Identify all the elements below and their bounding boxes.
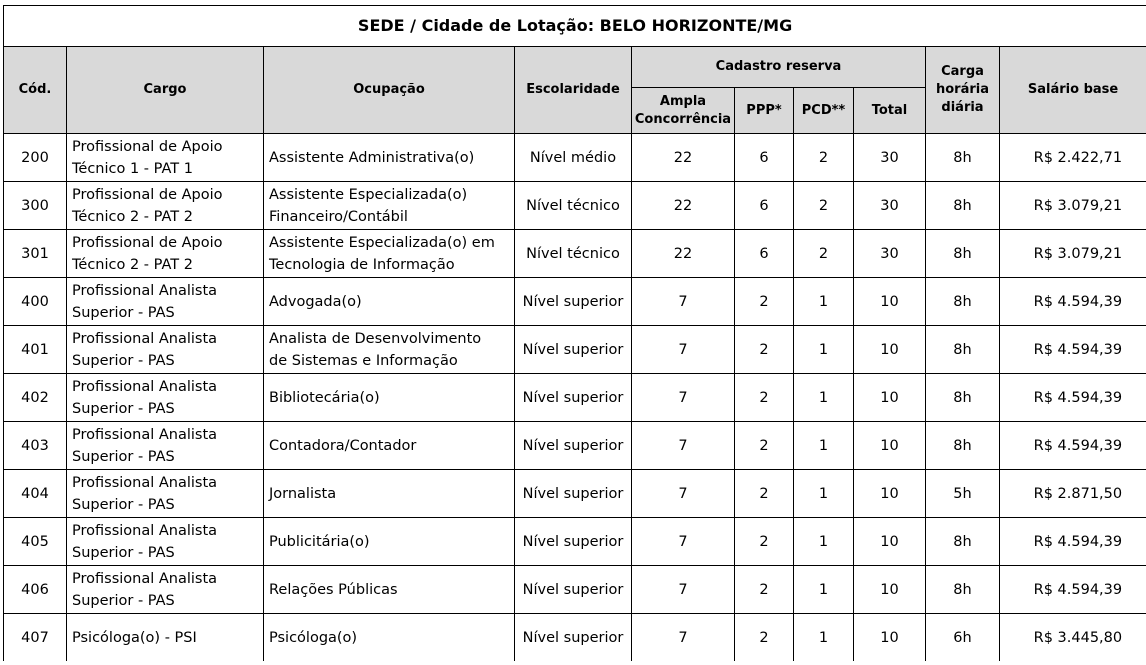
cell-ocupacao [264, 470, 515, 518]
table-row [4, 566, 1146, 614]
cell-ocupacao [264, 134, 515, 182]
cell-carga: 6h [926, 614, 1000, 662]
cell-ocupacao-line1: Bibliotecária(o) [269, 389, 380, 406]
cell-total: 30 [854, 230, 926, 278]
cell-salario: R$ 4.594,39 [1000, 374, 1146, 422]
cell-ocupacao-line2: de Sistemas e Informação [269, 352, 458, 369]
cell-cod: 401 [4, 326, 67, 374]
cell-pcd: 2 [794, 134, 854, 182]
header-pcd: PCD** [794, 88, 854, 134]
cell-pcd: 1 [794, 278, 854, 326]
cell-carga: 8h [926, 182, 1000, 230]
cell-cargo-line2: Superior - PAS [72, 592, 175, 609]
cell-ampla: 7 [632, 566, 735, 614]
cell-ppp: 6 [735, 182, 794, 230]
cell-ocupacao-line1: Advogada(o) [269, 293, 362, 310]
cell-cargo [67, 230, 264, 278]
cell-ocupacao [264, 374, 515, 422]
cell-cargo-line2: Superior - PAS [72, 496, 175, 513]
cell-cargo [67, 518, 264, 566]
cell-ppp: 2 [735, 326, 794, 374]
cell-cargo-line1: Profissional Analista [72, 570, 218, 587]
cell-ampla: 22 [632, 182, 735, 230]
cell-total: 10 [854, 614, 926, 662]
cell-cargo [67, 566, 264, 614]
table-row [4, 182, 1146, 230]
cell-ppp: 6 [735, 134, 794, 182]
cell-ppp: 2 [735, 518, 794, 566]
cell-cargo [67, 182, 264, 230]
cell-total: 30 [854, 134, 926, 182]
cell-cargo-line2: Superior - PAS [72, 448, 175, 465]
cell-cargo-line1: Profissional de Apoio [72, 186, 223, 203]
cell-total: 10 [854, 422, 926, 470]
cell-escolaridade: Nível superior [515, 374, 632, 422]
cell-ocupacao-line1: Psicóloga(o) [269, 629, 358, 646]
cell-salario: R$ 3.079,21 [1000, 230, 1146, 278]
cell-escolaridade: Nível superior [515, 422, 632, 470]
cell-ampla: 7 [632, 326, 735, 374]
header-total: Total [854, 88, 926, 134]
cell-ocupacao-line1: Assistente Especializada(o) em [269, 234, 495, 251]
cell-carga: 8h [926, 518, 1000, 566]
cell-cargo-line2: Técnico 2 - PAT 2 [72, 208, 193, 225]
cell-ocupacao [264, 518, 515, 566]
header-salario: Salário base [1000, 47, 1146, 134]
cell-pcd: 2 [794, 182, 854, 230]
cell-escolaridade: Nível médio [515, 134, 632, 182]
cell-pcd: 1 [794, 614, 854, 662]
header-ampla [632, 88, 735, 134]
cell-ocupacao-line1: Jornalista [269, 485, 337, 502]
header-ampla-line1: Ampla [659, 93, 707, 109]
cell-salario: R$ 4.594,39 [1000, 518, 1146, 566]
cell-ampla: 7 [632, 614, 735, 662]
cell-carga: 8h [926, 278, 1000, 326]
cell-total: 10 [854, 518, 926, 566]
cell-cod: 407 [4, 614, 67, 662]
cell-carga: 8h [926, 422, 1000, 470]
header-carga-horaria [926, 47, 1000, 134]
cell-escolaridade: Nível superior [515, 518, 632, 566]
table-row [4, 230, 1146, 278]
cell-carga: 8h [926, 230, 1000, 278]
cell-cargo-line1: Psicóloga(o) - PSI [72, 629, 197, 646]
cell-ocupacao [264, 182, 515, 230]
cell-ocupacao [264, 422, 515, 470]
cell-salario: R$ 2.871,50 [1000, 470, 1146, 518]
cell-ocupacao-line1: Analista de Desenvolvimento [269, 330, 482, 347]
cell-ocupacao [264, 566, 515, 614]
cell-total: 10 [854, 566, 926, 614]
cell-ocupacao-line1: Assistente Administrativa(o) [269, 149, 475, 166]
vacancy-table [3, 5, 1146, 661]
cell-ppp: 6 [735, 230, 794, 278]
cell-escolaridade: Nível superior [515, 614, 632, 662]
cell-ocupacao [264, 230, 515, 278]
cell-ocupacao-line2: Tecnologia de Informação [269, 256, 455, 273]
cell-total: 30 [854, 182, 926, 230]
cell-carga: 8h [926, 326, 1000, 374]
cell-escolaridade: Nível técnico [515, 182, 632, 230]
cell-ampla: 22 [632, 230, 735, 278]
cell-carga: 8h [926, 566, 1000, 614]
table-title: SEDE / Cidade de Lotação: BELO HORIZONTE/MG [4, 6, 1146, 47]
cell-escolaridade: Nível superior [515, 278, 632, 326]
cell-ocupacao-line1: Assistente Especializada(o) [269, 186, 468, 203]
header-cadastro-reserva: Cadastro reserva [632, 47, 926, 88]
table-row [4, 470, 1146, 518]
cell-ocupacao [264, 614, 515, 662]
header-carga-line2: horária [935, 82, 989, 97]
cell-cargo-line1: Profissional Analista [72, 330, 218, 347]
cell-ampla: 7 [632, 278, 735, 326]
cell-cargo [67, 326, 264, 374]
table-row [4, 374, 1146, 422]
cell-cod: 402 [4, 374, 67, 422]
header-ampla-line2: Concorrência [634, 111, 732, 127]
cell-ocupacao-line2: Financeiro/Contábil [269, 208, 408, 225]
header-carga-line1: Carga [941, 64, 984, 79]
table-row [4, 518, 1146, 566]
table-row [4, 326, 1146, 374]
cell-cod: 300 [4, 182, 67, 230]
cell-cod: 404 [4, 470, 67, 518]
header-cargo: Cargo [67, 47, 264, 134]
cell-cod: 200 [4, 134, 67, 182]
cell-cargo-line2: Técnico 1 - PAT 1 [72, 160, 193, 177]
cell-cod: 400 [4, 278, 67, 326]
cell-carga: 8h [926, 134, 1000, 182]
cell-cargo-line1: Profissional de Apoio [72, 138, 223, 155]
cell-pcd: 1 [794, 422, 854, 470]
cell-ppp: 2 [735, 614, 794, 662]
cell-pcd: 1 [794, 518, 854, 566]
cell-salario: R$ 4.594,39 [1000, 278, 1146, 326]
cell-ppp: 2 [735, 278, 794, 326]
cell-cargo [67, 470, 264, 518]
cell-pcd: 1 [794, 470, 854, 518]
cell-escolaridade: Nível superior [515, 470, 632, 518]
cell-cod: 405 [4, 518, 67, 566]
cell-salario: R$ 4.594,39 [1000, 422, 1146, 470]
cell-ppp: 2 [735, 422, 794, 470]
cell-cargo-line2: Técnico 2 - PAT 2 [72, 256, 193, 273]
header-cod: Cód. [4, 47, 67, 134]
cell-escolaridade: Nível técnico [515, 230, 632, 278]
cell-pcd: 1 [794, 374, 854, 422]
cell-carga: 5h [926, 470, 1000, 518]
cell-ampla: 22 [632, 134, 735, 182]
cell-cargo-line1: Profissional Analista [72, 522, 218, 539]
cell-pcd: 1 [794, 566, 854, 614]
cell-salario: R$ 4.594,39 [1000, 566, 1146, 614]
table-body [4, 134, 1146, 662]
cell-cargo [67, 134, 264, 182]
cell-ppp: 2 [735, 566, 794, 614]
cell-total: 10 [854, 278, 926, 326]
cell-cargo-line1: Profissional Analista [72, 474, 218, 491]
cell-pcd: 2 [794, 230, 854, 278]
header-carga-line3: diária [941, 100, 984, 115]
cell-ampla: 7 [632, 470, 735, 518]
cell-cargo [67, 614, 264, 662]
cell-cod: 403 [4, 422, 67, 470]
cell-total: 10 [854, 374, 926, 422]
cell-ocupacao-line1: Contadora/Contador [269, 437, 417, 454]
header-escolaridade: Escolaridade [515, 47, 632, 134]
cell-salario: R$ 4.594,39 [1000, 326, 1146, 374]
cell-carga: 8h [926, 374, 1000, 422]
cell-ocupacao [264, 326, 515, 374]
cell-ampla: 7 [632, 422, 735, 470]
cell-ppp: 2 [735, 470, 794, 518]
cell-ocupacao [264, 278, 515, 326]
cell-cargo-line2: Superior - PAS [72, 544, 175, 561]
cell-ocupacao-line1: Publicitária(o) [269, 533, 370, 550]
table-row [4, 614, 1146, 662]
cell-escolaridade: Nível superior [515, 566, 632, 614]
cell-ppp: 2 [735, 374, 794, 422]
cell-total: 10 [854, 326, 926, 374]
cell-cargo-line1: Profissional Analista [72, 282, 218, 299]
cell-ampla: 7 [632, 518, 735, 566]
cell-cargo-line1: Profissional Analista [72, 426, 218, 443]
cell-salario: R$ 3.079,21 [1000, 182, 1146, 230]
cell-cod: 406 [4, 566, 67, 614]
cell-cargo [67, 422, 264, 470]
cell-cargo-line2: Superior - PAS [72, 352, 175, 369]
table-row [4, 278, 1146, 326]
cell-ampla: 7 [632, 374, 735, 422]
cell-salario: R$ 3.445,80 [1000, 614, 1146, 662]
cell-total: 10 [854, 470, 926, 518]
table-row [4, 134, 1146, 182]
cell-cargo-line2: Superior - PAS [72, 304, 175, 321]
header-ocupacao: Ocupação [264, 47, 515, 134]
table-row [4, 422, 1146, 470]
cell-cargo-line1: Profissional de Apoio [72, 234, 223, 251]
cell-salario: R$ 2.422,71 [1000, 134, 1146, 182]
cell-cargo [67, 278, 264, 326]
cell-ocupacao-line1: Relações Públicas [269, 581, 398, 598]
header-ppp: PPP* [735, 88, 794, 134]
cell-cod: 301 [4, 230, 67, 278]
cell-cargo-line1: Profissional Analista [72, 378, 218, 395]
cell-cargo [67, 374, 264, 422]
cell-pcd: 1 [794, 326, 854, 374]
cell-cargo-line2: Superior - PAS [72, 400, 175, 417]
cell-escolaridade: Nível superior [515, 326, 632, 374]
